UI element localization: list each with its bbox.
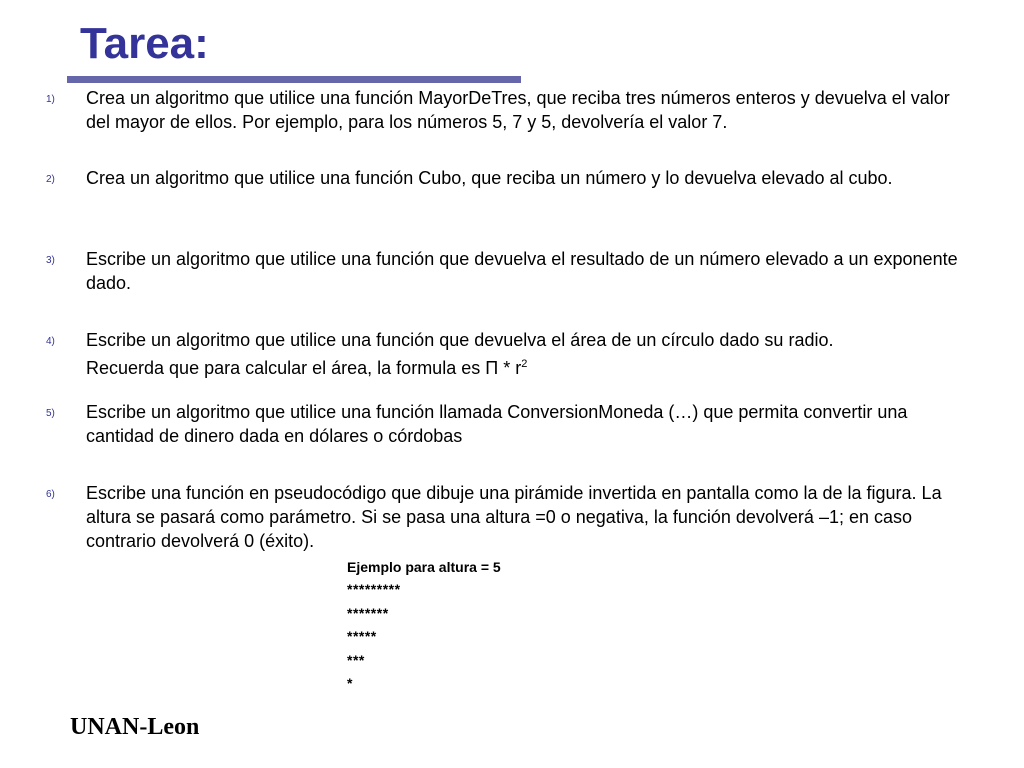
- task-text: Escribe un algoritmo que utilice una función llamada ConversionMoneda (…) que permita convertir una cantidad de dinero dada en dólares o córdobas: [86, 402, 908, 446]
- pyramid-example: [347, 556, 501, 696]
- title-underline: [67, 76, 521, 83]
- task-number: 6): [46, 489, 55, 500]
- pyramid-line: *********: [347, 581, 401, 597]
- pyramid-line: ***: [347, 651, 365, 668]
- slide-title: Tarea:: [80, 19, 209, 68]
- task-number: 2): [46, 174, 55, 185]
- pyramid-line: *******: [347, 604, 389, 621]
- task-text: [86, 328, 966, 380]
- task-text: Crea un algoritmo que utilice una función MayorDeTres, que reciba tres números enteros y devuelva el valor del mayor de ellos. Por ejemplo, para los números 5, 7 y 5, devolvería el valor 7.: [86, 88, 950, 132]
- task-number: 5): [46, 408, 55, 419]
- task-text: Escribe una función en pseudocódigo que dibuje una pirámide invertida en pantalla como la de la figura. La altura se pasará como parámetro. Si se pasa una altura =0 o negativa, la función devolverá –1; en caso contrario devolverá 0 (éxito).: [86, 483, 942, 551]
- task-text-line: [86, 352, 966, 380]
- task-number: 1): [46, 94, 55, 105]
- task-text: Crea un algoritmo que utilice una función Cubo, que reciba un número y lo devuelva elevado al cubo.: [86, 168, 893, 188]
- example-label: Ejemplo para altura = 5: [347, 559, 501, 575]
- pyramid-line: *****: [347, 628, 377, 644]
- superscript: 2: [521, 358, 528, 370]
- pyramid-line: *: [347, 675, 353, 691]
- footer-logo: UNAN-Leon: [70, 714, 200, 740]
- task-number: 3): [46, 255, 55, 266]
- task-text: Escribe un algoritmo que utilice una función que devuelva el resultado de un número elevado a un exponente dado.: [86, 249, 958, 293]
- task-number: 4): [46, 336, 55, 347]
- formula-text: Recuerda que para calcular el área, la formula es Π * r: [86, 358, 522, 378]
- task-text-line: Escribe un algoritmo que utilice una función que devuelva el área de un círculo dado su radio.: [86, 330, 834, 350]
